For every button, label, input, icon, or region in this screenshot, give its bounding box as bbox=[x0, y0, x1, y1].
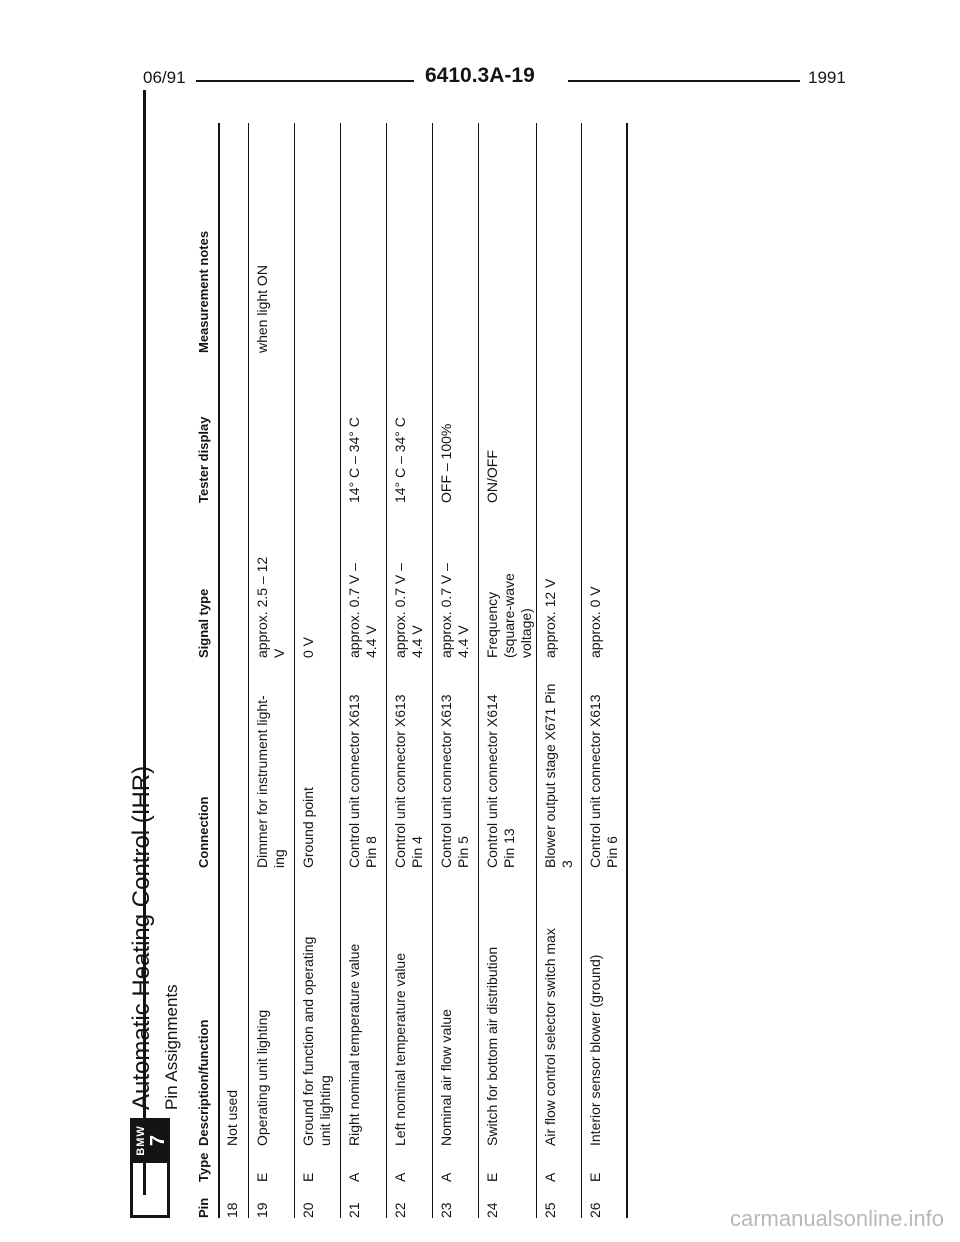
cell-connection: Control unit connector X613 Pin 8 bbox=[346, 694, 379, 868]
cell-notes: when light ON bbox=[254, 265, 270, 353]
cell-connection: Control unit connector X613 Pin 6 bbox=[587, 694, 620, 868]
cell-signal: approx. 0.7 V – 4.4 V bbox=[392, 563, 425, 658]
section-subtitle: Pin Assignments bbox=[162, 984, 181, 1110]
cell-connection: Control unit connector X613 Pin 4 bbox=[392, 694, 425, 868]
cell-description: Operating unit lighting bbox=[254, 1009, 270, 1146]
row-divider bbox=[536, 123, 537, 1218]
cell-signal: approx. 12 V bbox=[542, 578, 558, 658]
logo-blank-box bbox=[130, 1160, 170, 1218]
cell-signal: 0 V bbox=[300, 636, 316, 658]
cell-tester: ON/OFF bbox=[484, 450, 500, 503]
cell-signal: approx. 0.7 V – 4.4 V bbox=[346, 563, 379, 658]
cell-pin: 18 bbox=[224, 1202, 240, 1218]
row-divider bbox=[294, 123, 295, 1218]
cell-description: Ground for function and operating unit lighting bbox=[300, 936, 333, 1146]
cell-connection: Ground point bbox=[300, 787, 316, 868]
cell-tester: OFF – 100% bbox=[438, 423, 454, 503]
bmw-logo bbox=[130, 1118, 170, 1218]
header-rule-right bbox=[568, 80, 800, 82]
cell-connection: Dimmer for instrument light- ing bbox=[254, 695, 287, 868]
cell-description: Switch for bottom air distribution bbox=[484, 946, 500, 1146]
header-pin: Pin bbox=[196, 1197, 211, 1218]
cell-type: E bbox=[254, 1172, 270, 1182]
logo-brand-box bbox=[130, 1118, 170, 1160]
cell-pin: 23 bbox=[438, 1202, 454, 1218]
cell-pin: 24 bbox=[484, 1202, 500, 1218]
cell-description: Air flow control selector switch max bbox=[542, 928, 558, 1146]
row-divider bbox=[386, 123, 387, 1218]
cell-connection: Blower output stage X671 Pin 3 bbox=[542, 683, 575, 868]
cell-type: E bbox=[587, 1172, 603, 1182]
cell-description: Interior sensor blower (ground) bbox=[587, 954, 603, 1146]
cell-pin: 19 bbox=[254, 1202, 270, 1218]
cell-type: A bbox=[346, 1172, 362, 1182]
cell-signal: Frequency (square-wave voltage) bbox=[484, 573, 534, 658]
cell-tester: 14° C – 34° C bbox=[392, 417, 408, 503]
header-code: 6410.3A-19 bbox=[425, 64, 535, 87]
rotated-page bbox=[130, 123, 630, 1218]
section-title: Automatic Heating Control (IHR) bbox=[128, 765, 155, 1110]
header-type: Type bbox=[196, 1152, 211, 1182]
header-connection: Connection bbox=[196, 796, 211, 868]
cell-description: Nominal air flow value bbox=[438, 1009, 454, 1146]
header-description: Description/function bbox=[196, 1019, 211, 1146]
header-signal: Signal type bbox=[196, 588, 211, 658]
logo-brand: BMW bbox=[135, 1125, 147, 1156]
cell-description: Not used bbox=[224, 1089, 240, 1146]
row-divider bbox=[626, 123, 628, 1218]
row-divider bbox=[478, 123, 479, 1218]
cell-type: A bbox=[392, 1172, 408, 1182]
logo-series: 7 bbox=[147, 1134, 169, 1147]
cell-description: Left nominal temperature value bbox=[392, 953, 408, 1146]
cell-pin: 25 bbox=[542, 1202, 558, 1218]
row-divider bbox=[340, 123, 341, 1218]
row-divider bbox=[248, 123, 249, 1218]
cell-connection: Control unit connector X614 Pin 13 bbox=[484, 694, 517, 868]
cell-type: E bbox=[300, 1172, 316, 1182]
watermark: carmanualsonline.info bbox=[729, 1206, 944, 1231]
row-divider bbox=[581, 123, 582, 1218]
header-date: 06/91 bbox=[143, 68, 186, 87]
cell-pin: 22 bbox=[392, 1202, 408, 1218]
cell-description: Right nominal temperature value bbox=[346, 943, 362, 1146]
cell-tester: 14° C – 34° C bbox=[346, 417, 362, 503]
cell-pin: 26 bbox=[587, 1202, 603, 1218]
header-notes: Measurement notes bbox=[196, 230, 211, 353]
cell-type: E bbox=[484, 1172, 500, 1182]
cell-signal: approx. 0 V bbox=[587, 586, 603, 658]
row-divider bbox=[432, 123, 433, 1218]
header-tester: Tester display bbox=[196, 416, 211, 503]
cell-signal: approx. 2.5 – 12 V bbox=[254, 556, 287, 658]
cell-pin: 20 bbox=[300, 1202, 316, 1218]
cell-connection: Control unit connector X613 Pin 5 bbox=[438, 694, 471, 868]
cell-type: A bbox=[542, 1172, 558, 1182]
header-year: 1991 bbox=[808, 68, 846, 87]
cell-pin: 21 bbox=[346, 1202, 362, 1218]
cell-signal: approx. 0.7 V – 4.4 V bbox=[438, 563, 471, 658]
header-rule-left bbox=[196, 80, 414, 82]
row-divider bbox=[218, 123, 220, 1218]
cell-type: A bbox=[438, 1172, 454, 1182]
